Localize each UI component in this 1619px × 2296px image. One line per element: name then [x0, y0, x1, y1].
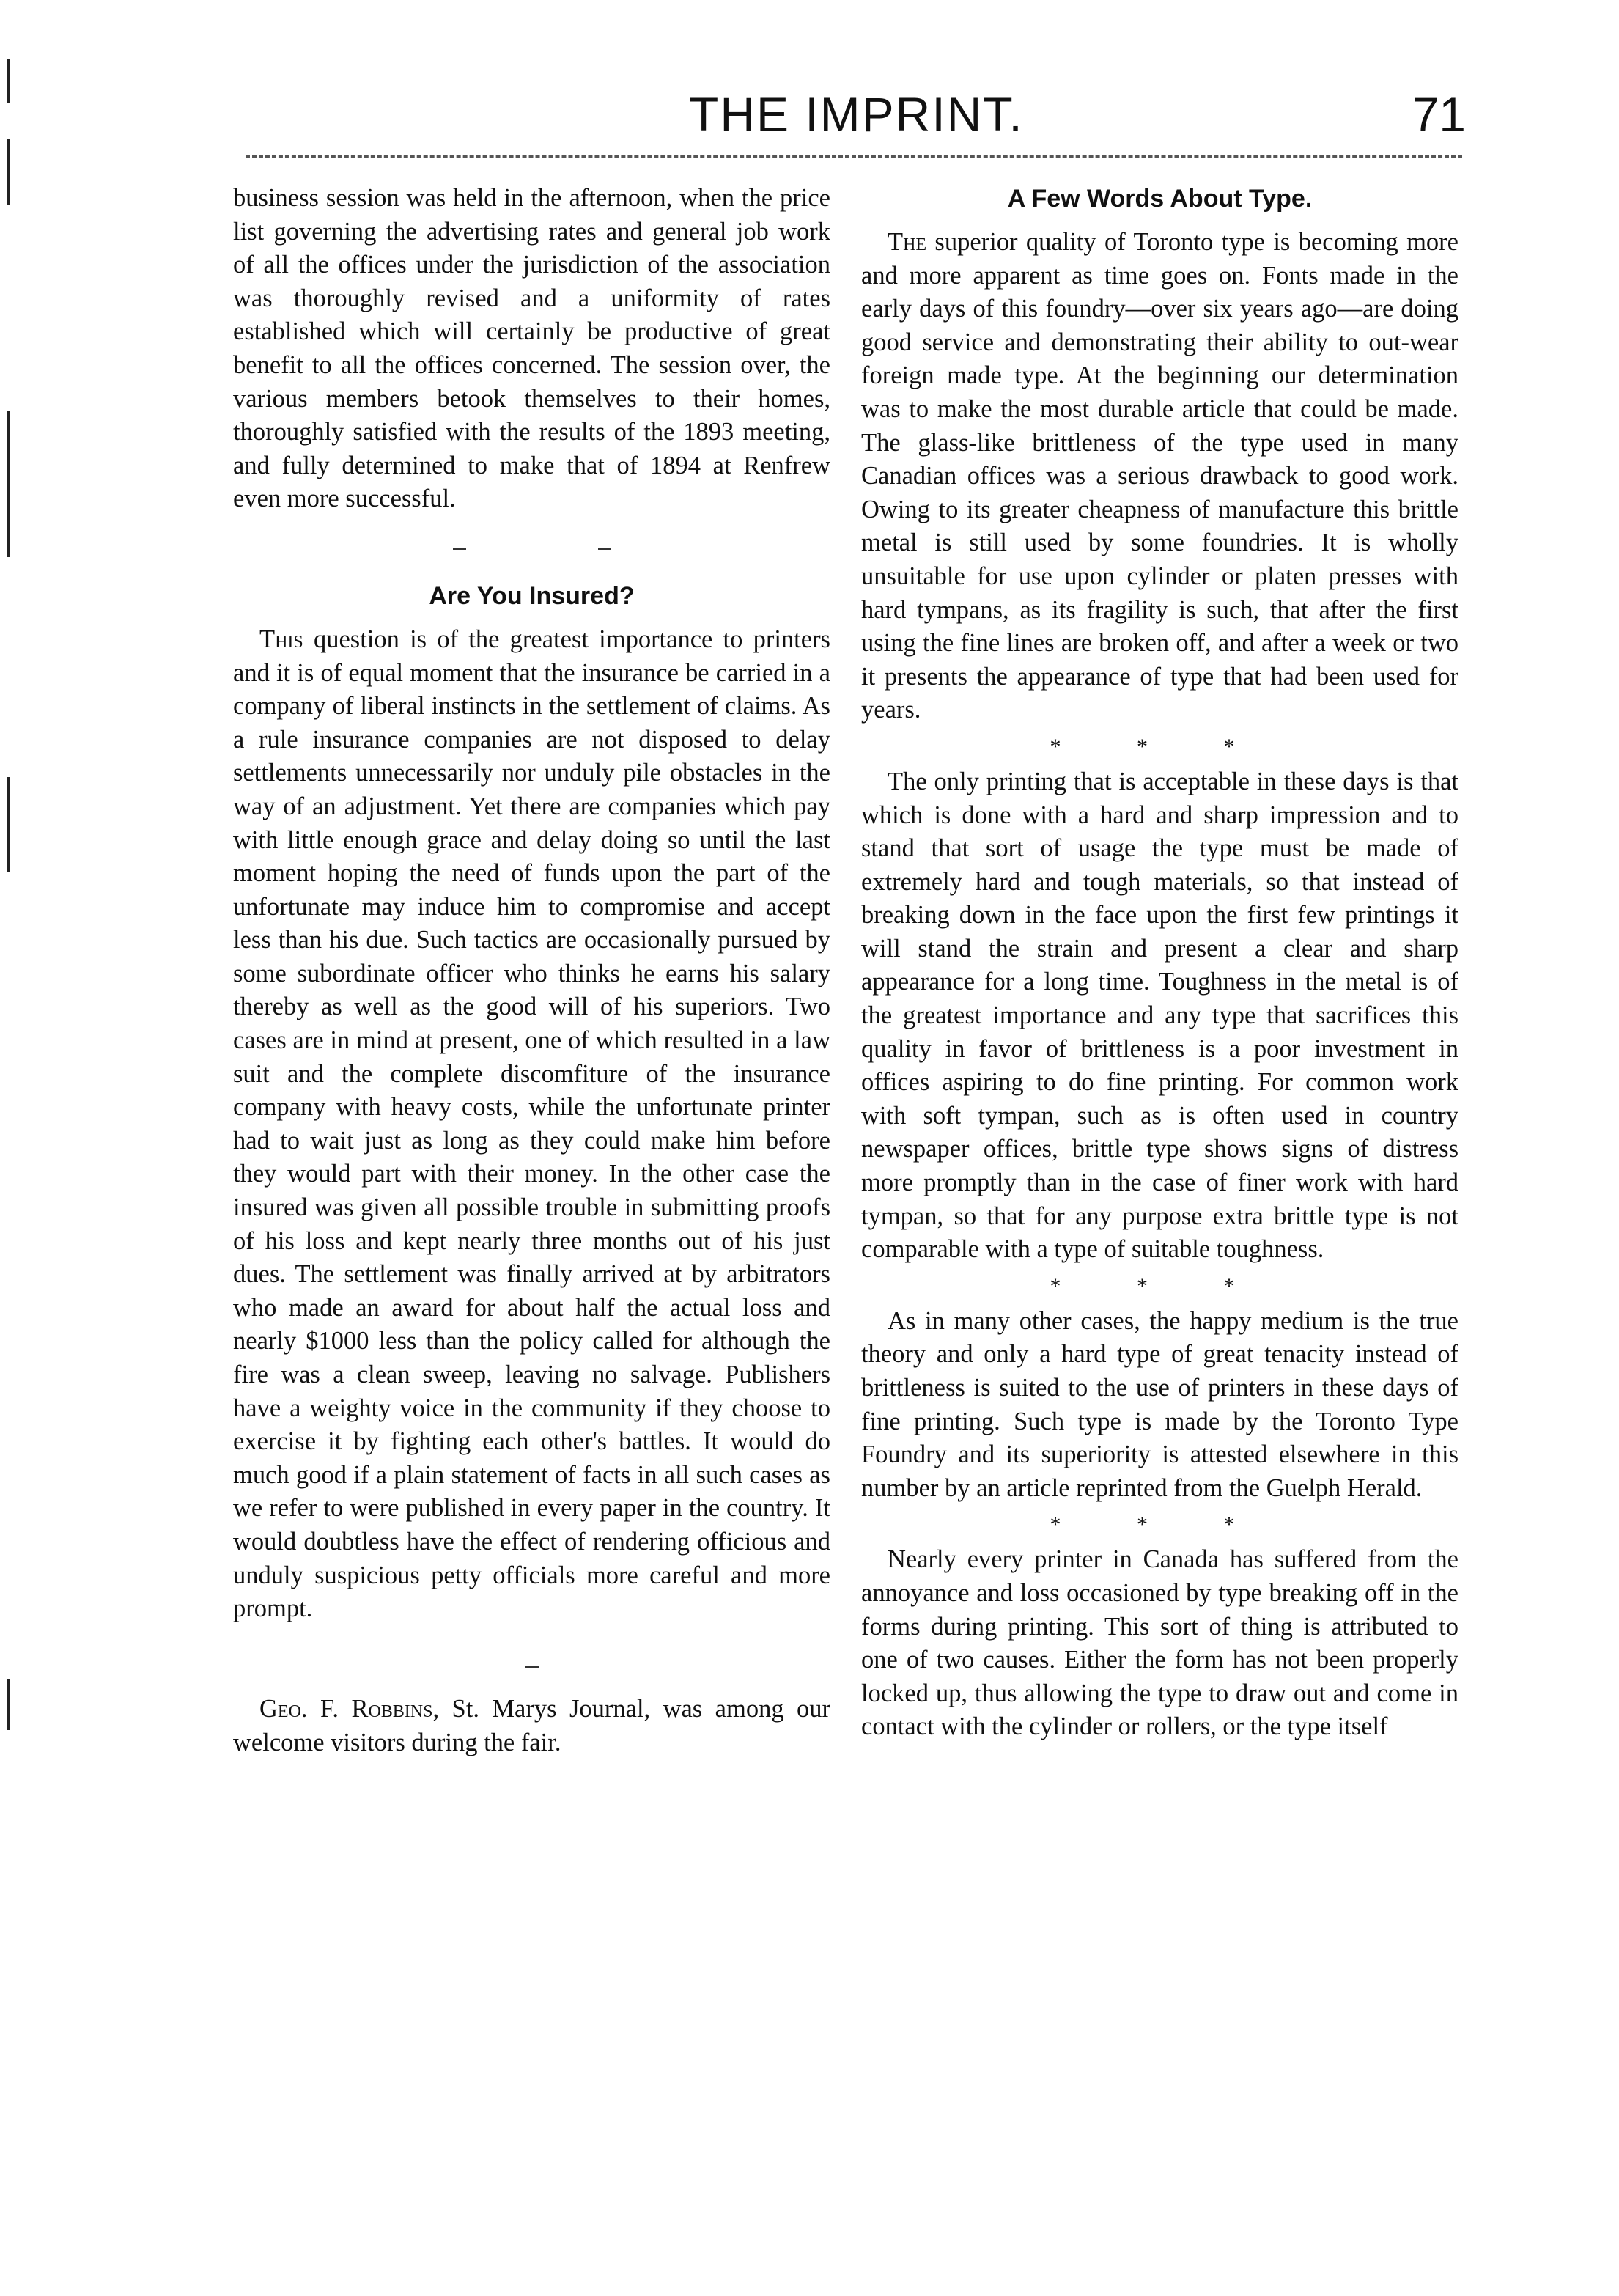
insured-article [233, 623, 830, 1626]
running-title: THE IMPRINT. [689, 87, 1024, 141]
insured-lead-word: This [259, 625, 303, 653]
margin-mark [7, 139, 10, 205]
right-column [861, 182, 1458, 1744]
asterism: * * * [1050, 1512, 1270, 1537]
type-paragraph-3: As in many other cases, the happy medium is the true theory and only a hard type of great tenacity instead of brittleness is suited to the use of printers in these days of fine printing. Such type is made by the Toronto Type Foundry and its superiority is attested elsewhere in this number by an article reprinted from the Guelph Herald. [861, 1306, 1458, 1502]
margin-mark [7, 411, 10, 557]
type-heading: A Few Words About Type. [1007, 185, 1313, 213]
opening-paragraph: business session was held in the afternoon, when the price list governing the advertising rates and general job work of all the offices under the jurisdiction of the association was thoroughly revised and a uniformity of rates established which will certainly be productive of great benefit to all the offices concerned. The session over, the various members betook themselves to their homes, thoroughly satisfied with the results of the 1893 meeting, and fully determined to make that of 1894 at Renfrew even more successful. [233, 184, 830, 513]
page-number: 71 [1412, 87, 1466, 141]
visitor-name: Geo. F. Robbins [259, 1695, 433, 1723]
type-paragraph-2: The only printing that is acceptable in these days is that which is done with a hard and sharp impression and to stand that sort of usage the type must be made of extremely hard and tough materials, so that instead of breaking down in the face upon the first few printings it will stand the strain and present a clear and sharp appearance for a long time. Toughness in the metal is of the greatest importance and any type that sacrifices this quality in favor of brittleness is a poor investment in offices aspiring to do fine printing. For common work with soft tympan, such as is often used in country newspaper offices, brittle type shows signs of distress more promptly than in the case of finer work with hard tympan, so that for any purpose extra brittle type is not comparable with a type of suitable toughness. [861, 767, 1458, 1264]
asterism: * * * [1050, 734, 1270, 759]
article-divider [233, 1644, 830, 1677]
page-header [235, 87, 1466, 145]
section-divider [233, 531, 830, 553]
insured-heading: Are You Insured? [429, 581, 635, 610]
visitor-text: , St. Marys Journal, was among our welcome visitors during the fair. [233, 1695, 830, 1756]
type-p1-body: superior quality of Toronto type is becoming more and more apparent as time goes on. Fonts made in the early days of this foundry—over six years ago—are doing good service and demonstrating their ability to out-wear foreign made type. At the beginning our determination was to make the most durable article that could be made. The glass-like brittleness of the type used in many Canadian offices was a serious drawback to good work. Owing to its greater cheapness of manufacture this brittle metal is still used by some foundries. It is wholly unsuitable for use upon cylinder or platen presses with hard tympans, as its fragility is such, that after the first using the fine lines are broken off, and after a week or two it presents the appearance of type that had been used for years. [861, 228, 1458, 724]
margin-mark [7, 59, 10, 103]
type-paragraph-1 [861, 226, 1458, 727]
left-column [233, 182, 830, 1760]
insured-body: question is of the greatest importance to printers and it is of equal moment that the insurance be carried in a company of liberal instincts in the settlement of claims. As a rule insurance companies are not disposed to delay settlements unnecessarily nor unduly pile obstacles in the way of an adjustment. Yet there are companies which pay with little enough grace and delay doing so until the last moment hoping the need of funds upon the part of the unfortunate may induce him to compromise and accept less than his due. Such tactics are occasionally pursued by some subordinate officer who thinks he earns his salary thereby as well as the good will of his superiors. Two cases are in mind at present, one of which resulted in a law suit and the complete discomfiture of the insurance company with heavy costs, while the unfortunate printer had to wait just as long as they could make him before they would part with their money. In the other case the insured was given all possible trouble in submitting proofs of his loss and kept nearly three months out of his just dues. The settlement was finally arrived at by arbitrators who made an award for about half the actual loss and nearly $1000 less than the policy called for although the fire was a clean sweep, leaving no salvage. Publishers have a weighty voice in the community if they choose to exercise it by fighting each other's battles. It would do much good if a plain statement of facts in all such cases as we refer to were published in every paper in the country. It would doubtless have the effect of rendering officious and unduly suspicious petty officials more careful and more prompt. [233, 625, 830, 1623]
type-paragraph-4: Nearly every printer in Canada has suffered from the annoyance and loss occasioned by type breaking off in the forms during printing. This sort of thing is attributed to one of two causes. Either the form has not been properly locked up, thus allowing the type to draw out and come in contact with the cylinder or rollers, or the type itself [861, 1545, 1458, 1741]
asterism: * * * [1050, 1273, 1270, 1298]
margin-mark [7, 1679, 10, 1730]
type-lead-word: The [888, 228, 927, 256]
margin-mark [7, 777, 10, 872]
header-rule [246, 155, 1462, 158]
visitor-note [233, 1693, 830, 1759]
